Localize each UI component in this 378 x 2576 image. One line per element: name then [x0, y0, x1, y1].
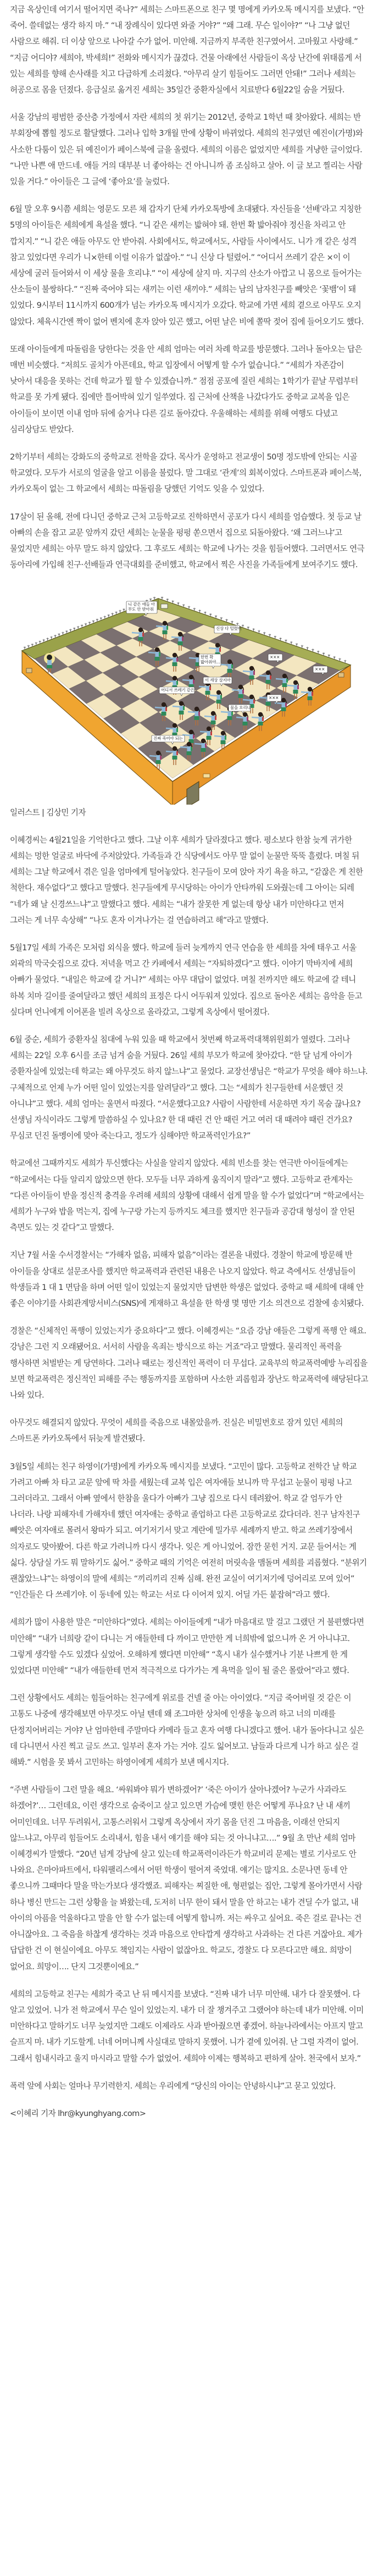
window-left — [26, 668, 32, 673]
window-back — [161, 604, 168, 608]
article-paragraph: 5월17일 세희 가족은 모처럼 외식을 했다. 학교에 들러 늦게까지 연극 연습을 한 세희를 차에 태우고 서울 외곽의 막국숫집으로 갔다. 저녁을 먹고 간 카페에서 세희는 “자퇴하겠다”고 했다. 이야기 막바지에 세희 아빠가 물었다. “내일은 학교에 갈 거니?” 세희는 아무 대답이 없었다. 며칠 전까지만 해도 학교에 갈 테니 하복 치마 길이를 줄여달라고 했던 세희의 표정은 다시 어두워져 있었다. 집으로 돌아온 세희는 음악을 듣고 싶다며 언니에게 이어폰을 빌려 옥상으로 올라갔고, 그렇게 옥상에서 떨어졌다. — [10, 943, 362, 1017]
article-paragraph: 이혜경씨는 4월21일을 기억한다고 했다. 그날 이후 세희가 달라졌다고 했다. 평소보다 한참 늦게 귀가한 세희는 멍한 얼굴로 바닥에 주저앉았다. 가족들과 간 식당에서도 아무 말 없이 눈물만 뚝뚝 흘렸다. 며칠 뒤 세희는 그날 학교에서 겪은 일을 엄마에게 털어놓았다. 친구들이 모여 앉아 자기 욕을 하고, “같잖은 게 친한 척한다. 재수없다”고 했다고 말했다. 친구들에게 무시당하는 아이가 안타까워 도와줬는데 그 아이는 되레 “네가 왜 날 신경쓰느냐”고 말했다고 했다. 세희는 “내가 잘못한 게 없는데 항상 내가 미안하다고 먼저 그러는 게 너무 속상해” “나도 혼자 이겨나가는 걸 연습하려고 해”라고 말했다. — [10, 835, 363, 925]
speech-bubble-text: 물을 흐리냐 — [230, 705, 251, 710]
speech-bubble — [199, 654, 221, 668]
article-paragraph: 또래 아이들에게 따돌림을 당한다는 것을 안 세희 엄마는 여러 차례 학교를 방문했다. 그러나 돌아오는 답은 매번 비슷했다. “저희도 골치가 아픈데요, 학교 입장에서 어떻게 할 수가 없습니다.” “세희가 자존감이 낮아서 대응을 못하는 건데 학교가 뭘 할 수 있겠습니까.” 점점 공포에 질린 세희는 1학기가 끝날 무렵부터 학교를 못 가게 됐다. 집에만 틀어박혀 있기 일쑤였다. 집 근처에 산책을 나갔다가도 중학교 교복을 입은 아이들이 보이면 이내 엄마 뒤에 숨거나 다른 길로 돌아갔다. 우울해하는 세희를 위해 여행도 다녔고 심리상담도 받았다. — [10, 344, 362, 434]
article-paragraph: 3월5일 세희는 친구 하영이(가명)에게 카카오톡 메시지를 보냈다. “고민이 많다. 고등학교 전학간 날 학교 가려고 아빠 차 타고 교문 앞에 딱 차를 세웠는데 교복 입은 여자애들 보니까 막 무섭고 눈물이 펑펑 나고 그러더라고. 그래서 아빠 옆에서 한참을 울다가 아빠가 그냥 집으로 다시 데려왔어. 학교 갈 엄두가 안 나더라. 나랑 피해자네 가해자네 했던 여자애는 중학교 졸업하고 다른 고등학교로 갔다더라. 친구 남자친구 빼앗은 여자애로 몰려서 왕따가 되고. 여기저기서 맞고 계란에 밀가루 세례까지 받고. 학교 쓰레기장에서 의자로도 맞아봤어. 다른 학교 가려니까 다시 생각나. 잊은 게 아니었어. 잠깐 묻힌 거지. 교문 들어서는 게 싫다. 상담실 가도 뭐 말하기도 싫어.” 중학교 때의 기억은 여전히 머릿속을 맴돌며 세희를 괴롭혔다. “분위기 괜찮았느냐”는 하영이의 말에 세희는 “끼리끼리 진짜 심해. 완전 교실이 여기저기에 덩어리로 모여 있어” “인간들은 다 쓰레기야. 이 동네에 있는 학교는 서로 다 이어져 있지. 어딜 가든 붙잡혀”라고 했다. — [10, 1461, 367, 1600]
article-paragraph: 지금 옥상인데 여기서 떨어지면 죽나?” 세희는 스마트폰으로 친구 몇 명에게 카카오톡 메시지를 보냈다. “안 죽어. 쓸데없는 생각 하지 마.” “내 장례식이 있다면 와줄 거야?” “왜 그래. 무슨 일이야?” “나 그냥 없던 사람으로 해줘. 더 이상 앞으로 나아갈 수가 없어. 미안해. 지금까지 부족한 친구였어서. 고마웠고 사랑해.” “지금 어디야? 세희야, 박세희!” 전화와 메시지가 끊겼다. 건물 아래에선 사람들이 옥상 난간에 위태롭게 서 있는 세희를 향해 손사래를 치고 다급하게 소리쳤다. “아무리 살기 힘들어도 그러면 안돼!” 그러나 세희는 허공으로 몸을 던졌다. 응급실로 옮겨진 세희는 35일간 중환자실에서 치료받다 6월22일 숨을 거뒀다. — [10, 5, 364, 95]
article-paragraph: 그런 상황에서도 세희는 힘들어하는 친구에게 위로를 건넬 줄 아는 아이였다. “지금 죽어버릴 것 같은 이 고통도 나중에 생각해보면 아무것도 아닐 텐데 왜 조그마한 상처에 인생을 놓으려 하고 너의 미래를 단정지어버리는 거야? 난 엄마한테 주말마다 카메라 들고 혼자 여행 다니겠다고 했어. 내가 돌아다니고 싶은 데 다니면서 사진 찍고 글도 쓰고. 일부러 혼자 가는 거야. 길도 잃어보고. 남들과 다르게 니가 하고 싶은 걸 해봐.” 시험을 못 봐서 고민하는 하영이에게 세희가 보낸 메시지다. — [10, 1693, 364, 1768]
speech-bubble-text: 어디서 쓰레기 같은 — [161, 687, 194, 693]
illustration-caption: 일러스트 | 김상민 기자 — [10, 807, 86, 817]
speech-bubble-text: 진짜 죽어야 되는 — [153, 735, 183, 741]
article-paragraph: 세희가 많이 사용한 말은 “미안하다”였다. 세희는 아이들에게 “내가 마음대로 말 걸고 그랬던 거 불편했다면 미안해” “내가 너희랑 같이 다니는 거 애들한테 다 까이고 만만한 게 너희밖에 없으니까 온 거 아니냐고. 그렇게 생각할 수도 있겠다 싶었어. 오해하게 했다면 미안해” “혹시 내가 실수했거나 기분 나쁘게 한 게 있었다면 미안해” “내가 애들한테 먼저 적극적으로 다가가는 게 욕먹을 일이 될 줄은 몰랐어”라고 했다. — [10, 1617, 364, 1676]
article-paragraph: 아무것도 해결되지 않았다. 무엇이 세희를 죽음으로 내몰았을까. 진실은 비밀번호로 잠겨 있던 세희의 스마트폰 카카오톡에서 뒤늦게 발견됐다. — [10, 1418, 343, 1444]
speech-bubble-text: 이 세상 살지마 — [205, 677, 231, 683]
speech-bubble-text: 밟아줘야… — [201, 659, 220, 664]
speech-bubble-text: 한번 확 — [201, 654, 214, 660]
speech-bubble — [126, 601, 157, 616]
article-paragraph: 세희의 고등학교 친구는 세희가 죽고 난 뒤 메시지를 보냈다. “진짜 내가 너무 미안해. 내가 다 잘못했어. 다 알고 있었어. 니가 전 학교에서 무슨 일이 있었는지. 내가 더 잘 챙겨주고 그랬어야 하는데 내가 미안해. 이미 미안하다고 말하기도 너무 늦었지만 그래도 이제라도 사과 받아줬으면 좋겠어. 하늘나라에서는 아프지 말고 슬프지 마. 내가 기도할게. 너네 어머니께 사실대로 말하지 못했어. 니가 곁에 있어줘. 난 그럴 자격이 없어. 그래서 힘내시라고 울지 마시라고 말할 수가 없었어. 세희야 이제는 행복하고 편하게 살아. 천국에서 보자.” — [10, 1989, 364, 2063]
author-byline: <이혜리 기자 lhr@kyunghyang.com> — [10, 2108, 146, 2118]
speech-bubble-text: 신상 다 털렸어 — [216, 625, 242, 631]
article-paragraph: 6월 중순, 세희가 중환자실 침대에 누워 있을 때 학교에서 첫번째 학교폭력대책위원회가 열렸다. 그러나 세희는 22일 오후 6시를 조금 넘겨 숨을 거뒀다. 26일 세희 부모가 학교에 찾아갔다. “한 달 넘게 아이가 중환자실에 있었는데 학교는 왜 아무것도 하지 않느냐”고 물었다. 교장선생님은 “학교가 무엇을 해야 하느냐. 구체적으로 언제 누가 어떤 일이 있었는지를 알려달라”고 했다. 그는 “세희가 친구들한테 서운했던 것 아니냐”고 했다. 세희 엄마는 울면서 따졌다. “서운했다고요? 사람이 사람한테 서운하면 자기 목숨 끊나요? 선생님 자식이라도 그렇게 말씀하실 수 있나요? 한 대 때린 건 안 때린 거고 여러 대 때려야 때린 건가요? 무심코 던진 돌멩이에 맞아 죽는다고, 정도가 심해야만 학교폭력인가요?” — [10, 1034, 368, 1141]
article-paragraph: “주변 사람들이 그런 말을 해요. ‘싸워봐야 뭐가 변하겠어?’ ‘죽은 아이가 살아나겠어? 누군가 사과라도 하겠어?’… 그런데요, 이런 생각으로 숨죽이고 살고 있으면 가슴에 맺힌 한은 어떻게 푸나요? 난 내 새끼 어미인데요. 너무 두려워서, 고통스러워서 그렇게 옥상에서 자기 몸을 던진 그 마음을, 이래선 안되지 않느냐고, 아무리 힘들어도 소리내서, 힘을 내서 얘기를 해야 되는 것 아니냐고….” 9월 초 만난 세희 엄마 이혜경씨가 말했다. “20년 넘게 강남에 살고 있는데 학교폭력이라든가 학교비리 문제는 별로 기사로도 안 나와요. 은마아파트에서, 타워팰리스에서 어떤 학생이 떨어져 죽었대. 얘기는 많지요. 소문나면 동네 안 좋으니까 그때마다 말을 막는가보다 생각했죠. 피해자는 찌질한 애, 형편없는 집안, 그렇게 몰아가면서 사람 하나 병신 만드는 그런 상황을 늘 봐왔는데, 도저히 너무 한이 돼서 말을 안 하고는 내가 견딜 수가 없고, 내 아이의 아픔을 억울하다고 말을 안 할 수가 없는데 어떻게 합니까. 저는 싸우고 싶어요. 죽은 걸로 끝나는 건 아니잖아요. 그 죽음을 하찮게 생각하는 것과 마음으로 안타깝게 생각하고 사과하는 건 다른 거잖아요. 제가 답답한 건 이 현실이에요. 아무도 책임지는 사람이 없잖아요. 학교도, 경찰도 다 모른다고만 해요. 희망이 없어요. 희망이…. 단지 그것뿐이에요.” — [10, 1785, 362, 1971]
speech-bubble-text: ××× — [315, 666, 325, 672]
article-paragraph: 경찰은 “신체적인 폭행이 있었는지가 중요하다”고 했다. 이혜경씨는 “요즘 강남 애들은 그렇게 폭행 안 해요. 강남은 그런 지 오래됐어요. 서서히 사람을 옥죄는 방식으로 하는 거죠”라고 말했다. 물리적인 폭력을 행사하면 처벌받는 게 당연하다. 그러나 때로는 정신적인 폭력이 더 무섭다. 교육부의 학교폭력예방 누리집을 보면 학교폭력은 정신적인 피해를 주는 행동까지를 포함하며 사소한 괴롭힘과 장난도 학교폭력에 해당된다고 나와 있다. — [10, 1326, 368, 1400]
article-paragraph: 학교에선 그때까지도 세희가 투신했다는 사실을 알리지 않았다. 세희 빈소를 찾는 연극반 아이들에게는 “학교에서는 다들 알리지 않았으면 한다. 모두들 너무 과하게 움직이지 말라”고 했다. 고등학교 관계자는 “다른 아이들이 받을 정신적 충격을 우려해 세희의 상황에 대해서 쉽게 말을 할 수가 없었다”며 “학교에서는 세희가 누구와 밥을 먹는지, 집에 누구랑 가는지 등까지도 체크를 했지만 친구들과 공감대 형성이 잘 안된 측면도 있는 것 같다”고 말했다. — [10, 1159, 364, 1233]
article-paragraph: 폭력 앞에 사회는 얼마나 무기력한지. 세희는 우리에게 “당신의 아이는 안녕하시냐”고 묻고 있었다. — [10, 2081, 336, 2091]
article-paragraph: 17살이 된 올해, 전에 다니던 중학교 근처 고등학교로 진학하면서 공포가 다시 세희를 엄습했다. 첫 등교 날 아빠의 손을 잡고 교문 앞까지 갔던 세희는 눈물을 펑펑 쏟으면서 집으로 되돌아왔다. ‘왜 그러느냐’고 물었지만 세희는 아무 말도 하지 않았다. 그 후로도 세희는 학교에 나가는 것을 힘들어했다. 그러면서도 연극 동아리에 가입해 친구·선배들과 연극대회를 준비했고, 학교에서 찍은 사진을 가족들에게 보여주기도 했다. — [10, 512, 365, 570]
door-sign — [203, 774, 210, 778]
speech-bubble-text: 니 같은 애들 아 — [128, 601, 155, 607]
article-paragraph: 6월 말 오후 9시쯤 세희는 영문도 모른 채 갑자기 단체 카카오톡방에 초대됐다. 자신들을 ‘선배’라고 지칭한 5명의 아이들은 세희에게 욕설을 했다. “니 같은 새끼는 밟혀야 돼. 한번 확 밟아줘야 정신을 차리고 안 깝치지.” “니 같은 애들 아무도 안 받아줘. 사회에서도, 학교에서도, 사람들 사이에서도. 니가 개 같은 성격 참고 있었다면 우리가 니×한테 이럴 이유가 없잖아.” “니 신상 다 털렸어.” “어디서 쓰레기 같은 ×이 이 세상에 굴러 들어와서 이 세상 물을 흐리냐.” “이 세상에 살지 마. 지구의 산소가 아깝고 니 몸으로 들어가는 산소들이 불쌍하다.” “진짜 죽어야 되는 새끼는 이런 새끼야.” 세희는 남의 남자친구를 빼앗은 ‘꽃뱀’이 돼 있었다. 9시부터 11시까지 600개가 넘는 카카오톡 메시지가 오갔다. 학교에 가면 세희 곁으로 아무도 오지 않았다. 체육시간엔 짝이 없어 벤치에 혼자 앉아 있곤 했고, 어떤 날은 비에 쫄딱 젖어 집에 들어오기도 했다. — [10, 204, 364, 326]
article-illustration — [10, 585, 368, 805]
speech-bubble-text: ××× — [270, 654, 280, 660]
chessboard-schoolyard-illustration — [10, 585, 368, 805]
article-paragraph: 서울 강남의 평범한 중산층 가정에서 자란 세희의 첫 위기는 2012년, 중학교 1학년 때 찾아왔다. 세희는 반 부회장에 뽑힐 정도로 활달했다. 그러나 입학 3개월 만에 상황이 바뀌었다. 세희의 친구였던 예진이(가명)와 사소한 다툼이 있은 뒤 예진이가 페이스북에 글을 올렸다. 세희의 이름은 없었지만 세희를 겨냥한 글이었다. “나만 나쁜 애 만드네. 애들 거의 대부분 너 좋아하는 건 아니니까 좀 조심하고 살아. 이 글 보고 찔리는 사람 있을 거다.” 아이들은 그 글에 ‘좋아요’를 눌렀다. — [10, 113, 363, 187]
article-paragraph: 지난 7월 서울 수서경찰서는 “가해자 없음, 피해자 없음”이라는 결론을 내렸다. 경찰이 학교에 방문해 반 아이들을 상대로 설문조사를 했지만 학교폭력과 관련된 내용은 나오지 않았다. 학교 측에서도 선생님들이 학생들과 1 대 1 면담을 하며 어떤 일이 있었는지 물었지만 답변한 학생은 없었다. 중학교 때 세희에 대해 안 좋은 이야기를 사회관계망서비스(SNS)에 게재하고 욕설을 한 학생 몇 명만 기소 의견으로 검찰에 송치됐다. — [10, 1250, 364, 1308]
speech-bubble-text: ××× — [269, 695, 279, 700]
window-right — [338, 673, 344, 677]
article-paragraph: 2학기부터 세희는 강화도의 중학교로 전학을 갔다. 목사가 운영하고 전교생이 50명 정도밖에 안되는 시골 학교였다. 모두가 서로의 얼굴을 알고 이름을 불렀다. 말 그대로 ‘관계’의 회복이었다. 스마트폰과 페이스북, 카카오톡이 없는 그 학교에서 세희는 따돌림을 당했던 기억도 잊을 수 있었다. — [10, 452, 362, 494]
speech-bubble-text: 무도 안 받아줘 — [128, 606, 154, 612]
